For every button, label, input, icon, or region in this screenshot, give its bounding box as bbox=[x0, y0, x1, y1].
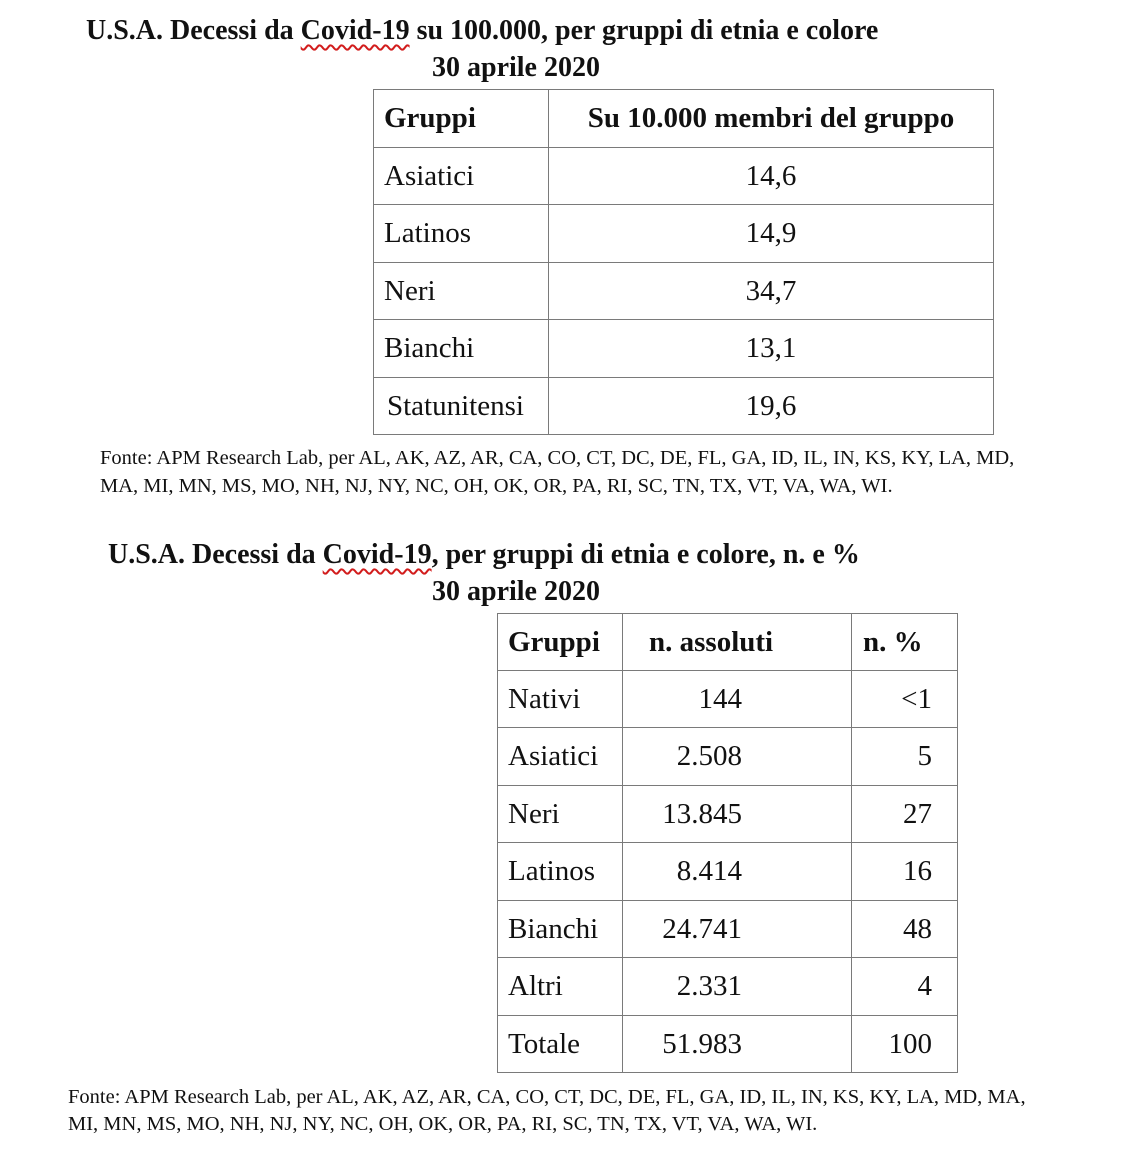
table1-header-gruppi: Gruppi bbox=[374, 90, 549, 148]
table1-source-line1: Fonte: APM Research Lab, per AL, AK, AZ, AR, CA, CO, CT, DC, DE, FL, GA, ID, IL, IN, KS, KY, LA, MD, bbox=[100, 447, 1015, 469]
table2-group-cell: Totale bbox=[498, 1016, 623, 1073]
table2-source-line2: MI, MN, MS, MO, NH, NJ, NY, NC, OH, OK, OR, PA, RI, SC, TN, TX, VT, VA, WA, WI. bbox=[68, 1113, 818, 1135]
table2-header-absolute: n. assoluti bbox=[623, 614, 852, 671]
table1-rate-cell: 13,1 bbox=[549, 320, 994, 378]
table1-source-line2: MA, MI, MN, MS, MO, NH, NJ, NY, NC, OH, OK, OR, PA, RI, SC, TN, TX, VT, VA, WA, WI. bbox=[100, 475, 893, 497]
table2-percent-cell: 4 bbox=[852, 958, 958, 1016]
table1-title bbox=[86, 15, 878, 47]
table2-percent-cell: 5 bbox=[852, 728, 958, 786]
table-row bbox=[498, 1016, 958, 1073]
table2-group-cell: Latinos bbox=[498, 843, 623, 901]
table2-group-cell: Bianchi bbox=[498, 901, 623, 958]
table2-percent-cell: 27 bbox=[852, 786, 958, 843]
table1-rate-cell: 19,6 bbox=[549, 378, 994, 435]
table-row bbox=[498, 728, 958, 786]
table2-percent-cell: <1 bbox=[852, 671, 958, 728]
table1-title-suffix: su 100.000, per gruppi di etnia e colore bbox=[409, 15, 879, 46]
table-row bbox=[498, 786, 958, 843]
table1-header-rate: Su 10.000 membri del gruppo bbox=[549, 90, 994, 148]
table-row bbox=[374, 263, 994, 320]
table-row bbox=[374, 378, 994, 435]
table2-absolute-cell: 2.331 bbox=[623, 958, 852, 1016]
table2-date: 30 aprile 2020 bbox=[432, 576, 600, 607]
table1-group-cell: Bianchi bbox=[374, 320, 549, 378]
table-row bbox=[374, 148, 994, 205]
table1-group-cell: Latinos bbox=[374, 205, 549, 263]
table1-date: 30 aprile 2020 bbox=[432, 52, 600, 83]
table1-rate-cell: 34,7 bbox=[549, 263, 994, 320]
table1-title-covid: Covid-19 bbox=[300, 15, 410, 46]
table2-header-percent: n. % bbox=[852, 614, 958, 671]
table2-percent-cell: 48 bbox=[852, 901, 958, 958]
table1-rate-cell: 14,9 bbox=[549, 205, 994, 263]
table2-percent-cell: 100 bbox=[852, 1016, 958, 1073]
table1-header-row bbox=[374, 90, 994, 148]
table2-header-gruppi: Gruppi bbox=[498, 614, 623, 671]
table-row bbox=[374, 205, 994, 263]
table-row bbox=[498, 843, 958, 901]
table1-rate-cell: 14,6 bbox=[549, 148, 994, 205]
table1-group-cell: Statunitensi bbox=[374, 378, 549, 435]
table2-title-prefix: U.S.A. Decessi da bbox=[108, 539, 323, 570]
table1 bbox=[373, 89, 994, 435]
table2-source-line1: Fonte: APM Research Lab, per AL, AK, AZ, AR, CA, CO, CT, DC, DE, FL, GA, ID, IL, IN, KS, KY, LA, MD, MA, bbox=[68, 1086, 1026, 1108]
table1-group-cell: Neri bbox=[374, 263, 549, 320]
table2-title-suffix: , per gruppi di etnia e colore, n. e % bbox=[431, 539, 860, 570]
table2-absolute-cell: 24.741 bbox=[623, 901, 852, 958]
table-row bbox=[374, 320, 994, 378]
table2-title-covid: Covid-19 bbox=[322, 539, 432, 570]
table2-absolute-cell: 2.508 bbox=[623, 728, 852, 786]
table-row bbox=[498, 671, 958, 728]
table2-absolute-cell: 144 bbox=[623, 671, 852, 728]
table-row bbox=[498, 958, 958, 1016]
table2-title bbox=[108, 539, 860, 571]
table2-group-cell: Nativi bbox=[498, 671, 623, 728]
table2-header-row bbox=[498, 614, 958, 671]
table2 bbox=[497, 613, 958, 1073]
table-row bbox=[498, 901, 958, 958]
table1-title-prefix: U.S.A. Decessi da bbox=[86, 15, 301, 46]
table1-group-cell: Asiatici bbox=[374, 148, 549, 205]
table2-percent-cell: 16 bbox=[852, 843, 958, 901]
table2-group-cell: Neri bbox=[498, 786, 623, 843]
table2-group-cell: Asiatici bbox=[498, 728, 623, 786]
table2-group-cell: Altri bbox=[498, 958, 623, 1016]
table2-absolute-cell: 51.983 bbox=[623, 1016, 852, 1073]
table2-absolute-cell: 8.414 bbox=[623, 843, 852, 901]
table2-absolute-cell: 13.845 bbox=[623, 786, 852, 843]
